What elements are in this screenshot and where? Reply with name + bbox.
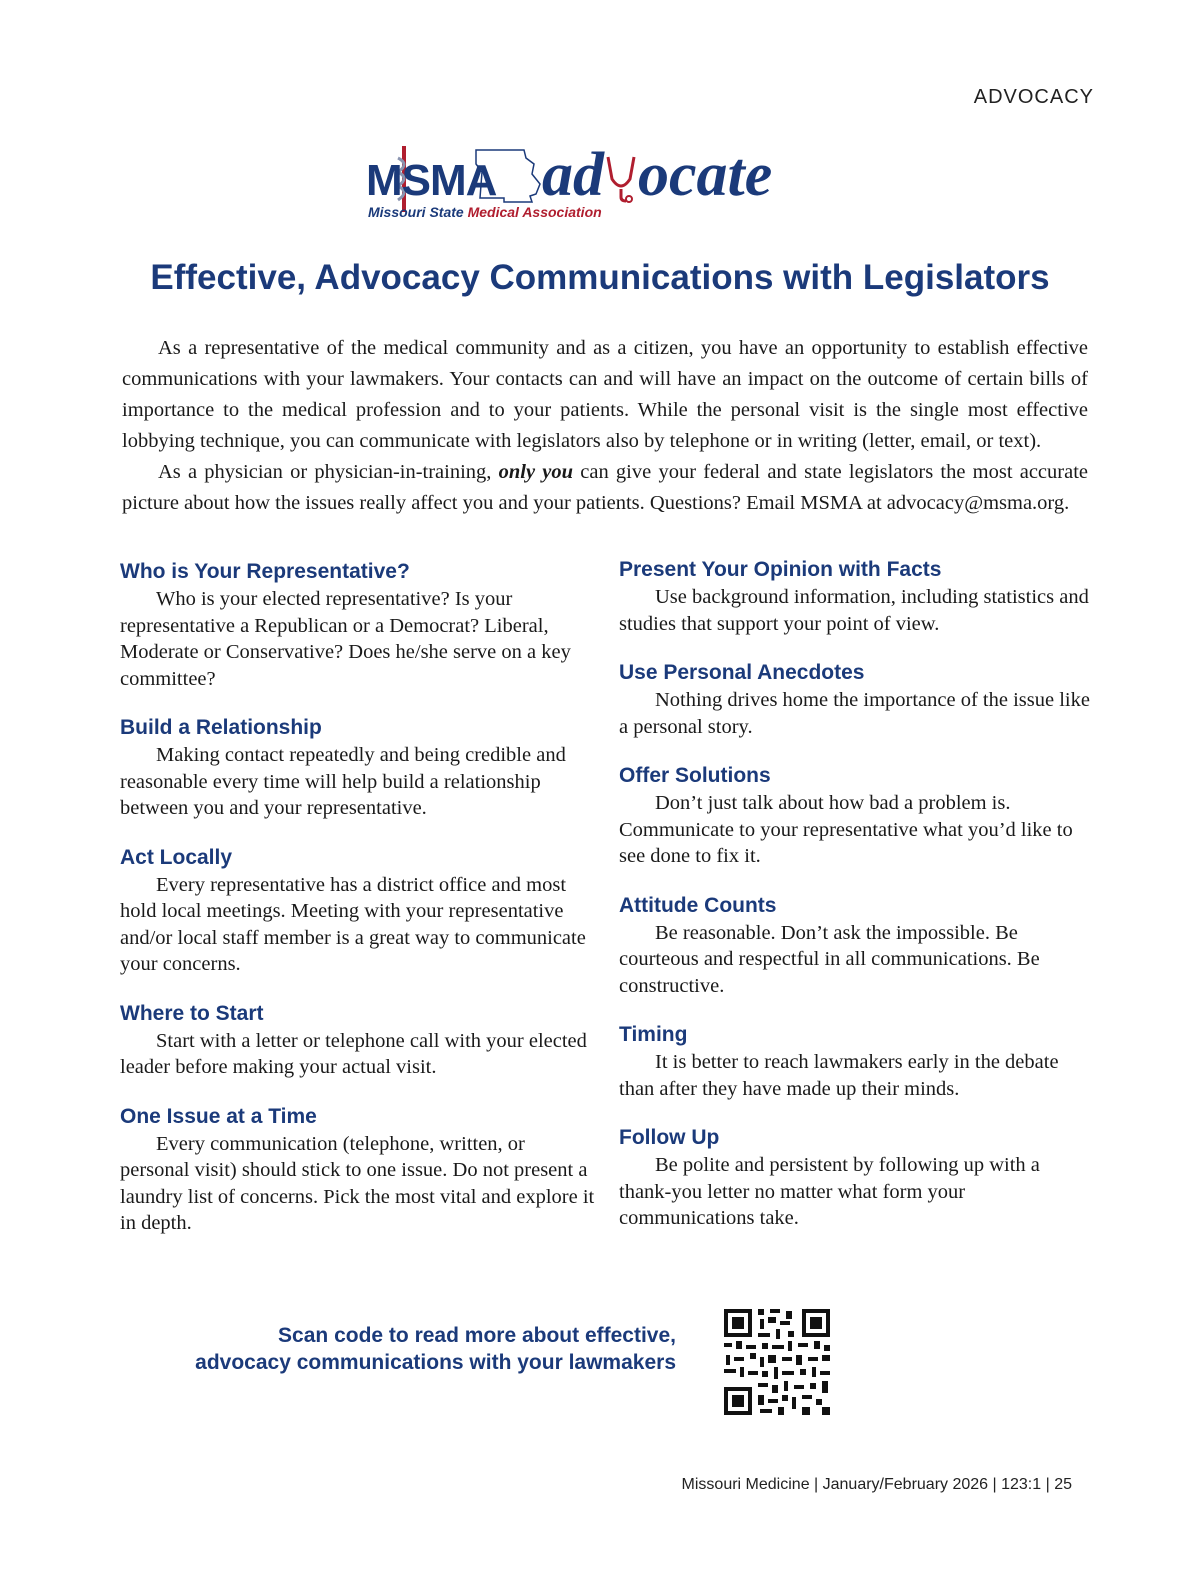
qr-code-icon[interactable] (722, 1307, 832, 1417)
tip-body: Who is your elected representative? Is your representative a Republican or a Democrat? Liberal, Moderate or Conservative? Does he/she serve on a key committee? (120, 588, 571, 690)
tip-section (120, 558, 598, 692)
page-footer: Missouri Medicine | January/February 2026 | 123:1 | 25 (681, 1476, 1072, 1493)
left-column (120, 558, 598, 1259)
tip-heading: Who is Your Representative? (120, 560, 410, 583)
tip-body: It is better to reach lawmakers early in the debate than after they have made up their minds. (619, 1051, 1059, 1100)
tip-heading: Timing (619, 1023, 688, 1046)
stethoscope-icon (604, 143, 638, 203)
tip-body: Every communication (telephone, written, or personal visit) should stick to one issue. Do not present a laundry list of concerns. Pick the most vital and explore it in depth. (120, 1132, 595, 1234)
logo-msma-text: MSMA (366, 156, 497, 205)
intro-paragraph-2 (122, 457, 1088, 519)
tip-heading: Follow Up (619, 1126, 720, 1149)
logo-org-part2: Medical Association (467, 204, 602, 220)
msma-advocate-logo (366, 140, 836, 230)
tip-body: Nothing drives home the importance of the issue like a personal story. (619, 689, 1090, 738)
logo-org-part1: Missouri State (368, 204, 468, 220)
tip-body: Use background information, including statistics and studies that support your point of view. (619, 586, 1089, 635)
tip-section (619, 892, 1097, 1000)
tip-body: Be polite and persistent by following up with a thank-you letter no matter what form your communications take. (619, 1154, 1040, 1229)
scan-code-caption (120, 1322, 676, 1376)
intro-p2-start: As a physician or physician-in-training, (158, 461, 499, 483)
intro-p2-emphasis: only you (498, 461, 574, 483)
page-title: Effective, Advocacy Communications with Legislators (150, 258, 1050, 297)
tip-body: Start with a letter or telephone call with your elected leader before making your actual visit. (120, 1029, 587, 1078)
tip-heading: Present Your Opinion with Facts (619, 558, 942, 581)
tip-heading: Act Locally (120, 845, 233, 869)
scan-caption-line-1: Scan code to read more about effective, (278, 1324, 676, 1347)
tip-section (619, 1021, 1097, 1102)
tip-section (120, 844, 598, 978)
tip-section (120, 1000, 598, 1081)
scan-caption-line-2: advocacy communications with your lawmakers (195, 1351, 676, 1374)
right-column (619, 556, 1097, 1254)
logo-script-part2: ocate (638, 141, 773, 209)
tip-heading: Build a Relationship (120, 716, 322, 739)
tip-body: Every representative has a district office and most hold local meetings. Meeting with your representative and/or local staff member is a great way to communicate your concerns. (120, 873, 586, 975)
tip-section (619, 1124, 1097, 1232)
tip-heading: One Issue at a Time (120, 1104, 317, 1128)
tip-heading: Where to Start (120, 1001, 264, 1025)
logo-script-part1: ad (542, 141, 604, 209)
tip-heading: Attitude Counts (619, 893, 777, 917)
tip-section (619, 659, 1097, 740)
tip-section (619, 556, 1097, 637)
tip-section (120, 714, 598, 822)
tip-section (619, 762, 1097, 870)
intro-paragraph-1: As a representative of the medical community and as a citizen, you have an opportunity to establish effective communications with your lawmakers. Your contacts can and will have an impact on the outcome of certain bills of importance to the medical profession and to your patients. While the personal visit is the single most effective lobbying technique, you can communicate with legislators also by telephone or in writing (letter, email, or text). (122, 337, 1088, 452)
logo-advocate-wordmark (542, 140, 772, 211)
tip-heading: Use Personal Anecdotes (619, 661, 865, 684)
intro-p2-end: can give your federal and state legislators the most accurate picture about how the issues really affect you and your patients. Questions? Email MSMA at advocacy@msma.org. (122, 461, 1089, 514)
intro-text (122, 333, 1088, 519)
tip-heading: Offer Solutions (619, 764, 771, 787)
tip-body: Don’t just talk about how bad a problem is. Communicate to your representative what you’d like to see done to fix it. (619, 792, 1073, 867)
section-label: ADVOCACY (973, 86, 1094, 108)
tip-body: Making contact repeatedly and being credible and reasonable every time will help build a relationship between you and your representative. (120, 744, 566, 819)
tip-section (120, 1103, 598, 1237)
tip-body: Be reasonable. Don’t ask the impossible. Be courteous and respectful in all communications. Be constructive. (619, 921, 1040, 997)
